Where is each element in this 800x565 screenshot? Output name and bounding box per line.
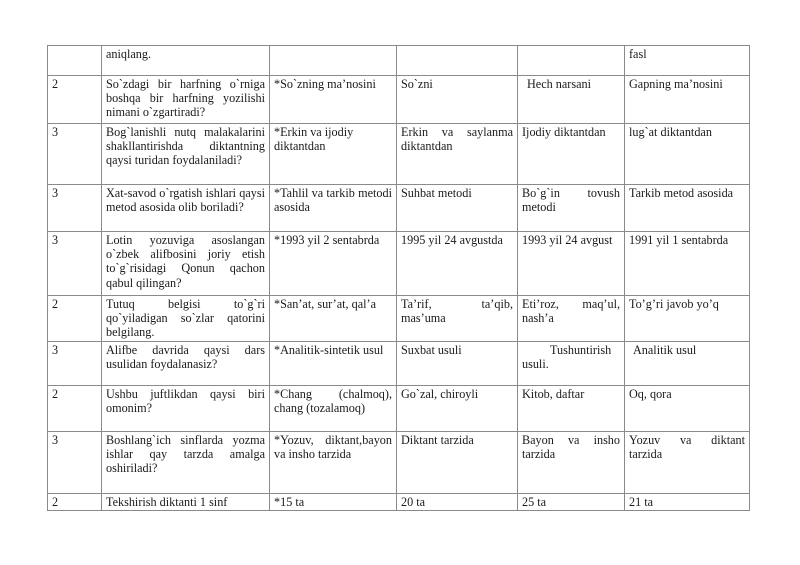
option-cell: Tushuntirish usuli. — [518, 342, 625, 386]
option-cell: 21 ta — [625, 494, 750, 511]
option-cell — [518, 46, 625, 76]
difficulty-cell: 3 — [48, 124, 102, 185]
option-cell: 25 ta — [518, 494, 625, 511]
table-row — [48, 124, 750, 185]
question-cell: Bog`lanishli nutq malakalarini shakllantirishda diktantning qaysi turidan foydalaniladi? — [102, 124, 270, 185]
question-cell: So`zdagi bir harfning o`rniga boshqa bir harfning yozilishi nimani o`zgartiradi? — [102, 76, 270, 124]
option-cell: So`zni — [397, 76, 518, 124]
option-cell: Tarkib metod asosida — [625, 185, 750, 232]
table-row — [48, 232, 750, 296]
correct-answer-cell: *Tahlil va tarkib metodi asosida — [270, 185, 397, 232]
question-cell: Alifbe davrida qaysi dars usulidan foydalanasiz? — [102, 342, 270, 386]
difficulty-cell: 2 — [48, 76, 102, 124]
question-cell: Lotin yozuviga asoslangan o`zbek alifbosini joriy etish to`g`risidagi Qonun qachon qabul qilingan? — [102, 232, 270, 296]
option-cell: Bayon va insho tarzida — [518, 432, 625, 494]
difficulty-cell: 2 — [48, 296, 102, 342]
question-cell: Boshlang`ich sinflarda yozma ishlar qay tarzda amalga oshiriladi? — [102, 432, 270, 494]
table-row — [48, 76, 750, 124]
option-cell: Suxbat usuli — [397, 342, 518, 386]
option-cell: 1995 yil 24 avgustda — [397, 232, 518, 296]
question-cell: Tekshirish diktanti 1 sinf — [102, 494, 270, 511]
correct-answer-cell: *So`zning ma’nosini — [270, 76, 397, 124]
correct-answer-cell: *Chang (chalmoq), chang (tozalamoq) — [270, 386, 397, 432]
option-cell: Analitik usul — [625, 342, 750, 386]
correct-answer-cell: *1993 yil 2 sentabrda — [270, 232, 397, 296]
quiz-table — [47, 45, 750, 511]
option-cell: Yozuv va diktant tarzida — [625, 432, 750, 494]
option-cell: Hech narsani — [518, 76, 625, 124]
table-row — [48, 296, 750, 342]
option-cell: 1991 yil 1 sentabrda — [625, 232, 750, 296]
difficulty-cell: 2 — [48, 494, 102, 511]
option-cell: Kitob, daftar — [518, 386, 625, 432]
correct-answer-cell: *15 ta — [270, 494, 397, 511]
option-cell: Ta’rif, ta’qib, mas’uma — [397, 296, 518, 342]
difficulty-cell: 3 — [48, 432, 102, 494]
difficulty-cell: 2 — [48, 386, 102, 432]
option-cell: fasl — [625, 46, 750, 76]
difficulty-cell: 3 — [48, 232, 102, 296]
table-row — [48, 432, 750, 494]
difficulty-cell: 3 — [48, 342, 102, 386]
table-row — [48, 46, 750, 76]
correct-answer-cell: *Erkin va ijodiy diktantdan — [270, 124, 397, 185]
table-row — [48, 342, 750, 386]
option-cell: Erkin va saylanma diktantdan — [397, 124, 518, 185]
option-cell: Gapning ma’nosini — [625, 76, 750, 124]
option-cell: 1993 yil 24 avgust — [518, 232, 625, 296]
option-cell — [397, 46, 518, 76]
option-cell: Diktant tarzida — [397, 432, 518, 494]
correct-answer-cell: *San’at, sur’at, qal’a — [270, 296, 397, 342]
option-cell: Ijodiy diktantdan — [518, 124, 625, 185]
option-cell: Bo`g`in tovush metodi — [518, 185, 625, 232]
option-cell: lug`at diktantdan — [625, 124, 750, 185]
option-cell: Go`zal, chiroyli — [397, 386, 518, 432]
table-row — [48, 386, 750, 432]
option-cell: Oq, qora — [625, 386, 750, 432]
question-cell: Tutuq belgisi to`g`ri qo`yiladigan so`zlar qatorini belgilang. — [102, 296, 270, 342]
difficulty-cell: 3 — [48, 185, 102, 232]
option-cell: 20 ta — [397, 494, 518, 511]
table-row — [48, 185, 750, 232]
option-cell: To’g’ri javob yo’q — [625, 296, 750, 342]
difficulty-cell — [48, 46, 102, 76]
correct-answer-cell: *Analitik-sintetik usul — [270, 342, 397, 386]
correct-answer-cell — [270, 46, 397, 76]
question-cell: aniqlang. — [102, 46, 270, 76]
question-cell: Xat-savod o`rgatish ishlari qaysi metod asosida olib boriladi? — [102, 185, 270, 232]
correct-answer-cell: *Yozuv, diktant,bayon va insho tarzida — [270, 432, 397, 494]
option-cell: Eti’roz, maq’ul, nash’a — [518, 296, 625, 342]
question-cell: Ushbu juftlikdan qaysi biri omonim? — [102, 386, 270, 432]
table-row — [48, 494, 750, 511]
option-cell: Suhbat metodi — [397, 185, 518, 232]
